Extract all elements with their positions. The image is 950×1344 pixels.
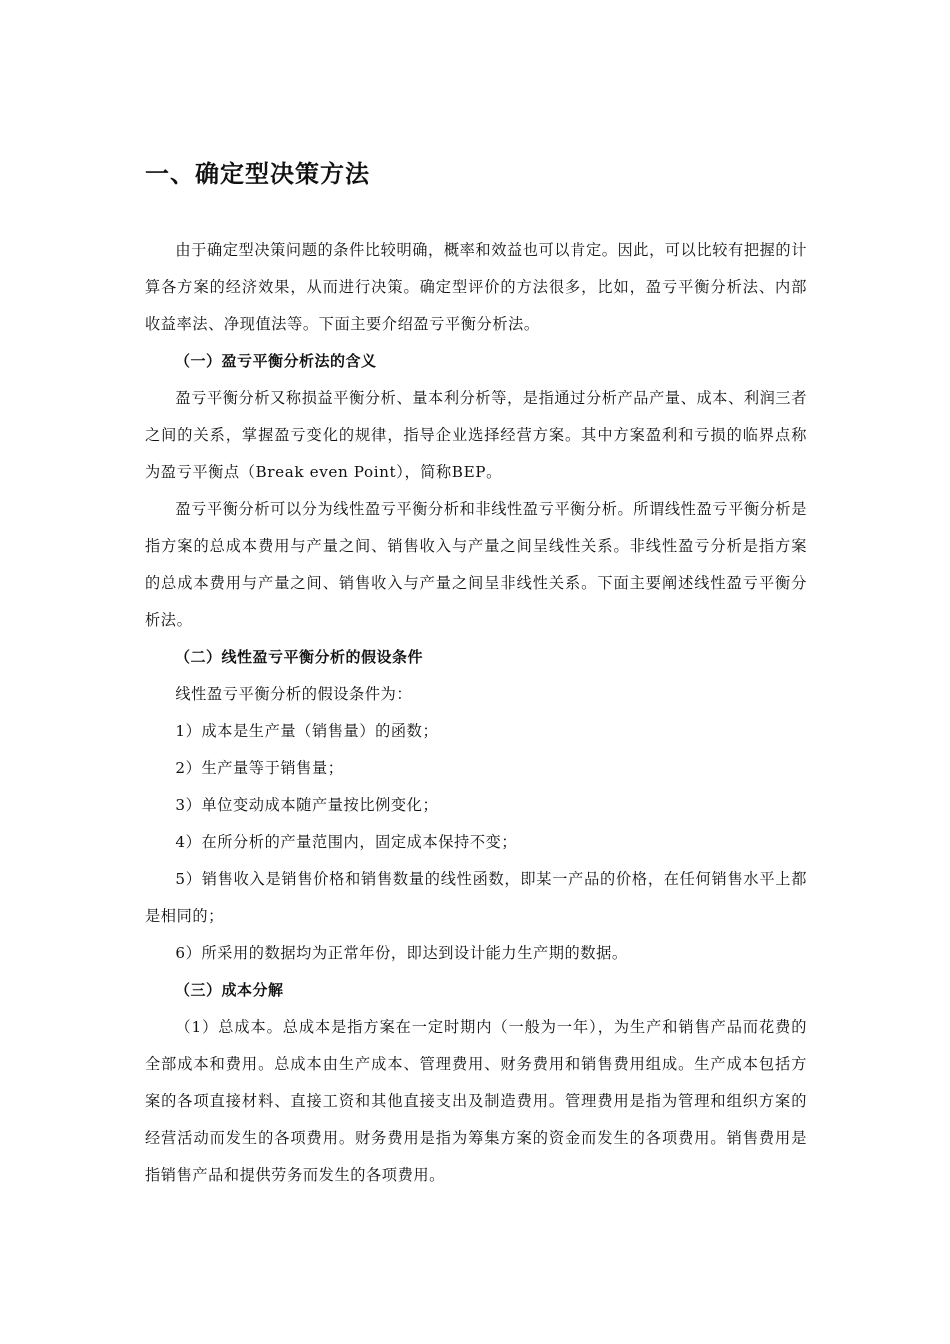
list-item: 6）所采用的数据均为正常年份，即达到设计能力生产期的数据。 [175,944,628,962]
subsection-title-3: （三）成本分解 [175,981,284,999]
assumptions-lead: 线性盈亏平衡分析的假设条件为： [175,685,413,703]
list-item: 5）销售收入是销售价格和销售数量的线性函数，即某一产品的价格，在任何销售水平上都是相同的； [145,870,807,925]
paragraph: 盈亏平衡分析可以分为线性盈亏平衡分析和非线性盈亏平衡分析。所谓线性盈亏平衡分析是指方案的总成本费用与产量之间、销售收入与产量之间呈线性关系。非线性盈亏分析是指方案的总成本费用与产量之间、销售收入与产量之间呈非线性关系。下面主要阐述线性盈亏平衡分析法。 [145,500,807,629]
paragraph: 盈亏平衡分析又称损益平衡分析、量本利分析等，是指通过分析产品产量、成本、利润三者之间的关系，掌握盈亏变化的规律，指导企业选择经营方案。其中方案盈利和亏损的临界点称为盈亏平衡点（Break even Point），简称BEP。 [145,389,807,481]
list-item: 4）在所分析的产量范围内，固定成本保持不变； [175,833,518,851]
subsection-title-2: （二）线性盈亏平衡分析的假设条件 [175,648,424,666]
document-body [145,232,807,1194]
section-heading: 一、确定型决策方法 [145,160,370,188]
intro-paragraph: 由于确定型决策问题的条件比较明确，概率和效益也可以肯定。因此，可以比较有把握的计算各方案的经济效果，从而进行决策。确定型评价的方法很多，比如，盈亏平衡分析法、内部收益率法、净现值法等。下面主要介绍盈亏平衡分析法。 [145,241,807,333]
list-item: 2）生产量等于销售量； [175,759,344,777]
subsection-title-1: （一）盈亏平衡分析法的含义 [175,352,377,370]
paragraph: （1）总成本。总成本是指方案在一定时期内（一般为一年），为生产和销售产品而花费的全部成本和费用。总成本由生产成本、管理费用、财务费用和销售费用组成。生产成本包括方案的各项直接材料、直接工资和其他直接支出及制造费用。管理费用是指为管理和组织方案的经营活动而发生的各项费用。财务费用是指为筹集方案的资金而发生的各项费用。销售费用是指销售产品和提供劳务而发生的各项费用。 [145,1018,807,1184]
list-item: 1）成本是生产量（销售量）的函数； [175,722,439,740]
list-item: 3）单位变动成本随产量按比例变化； [175,796,439,814]
